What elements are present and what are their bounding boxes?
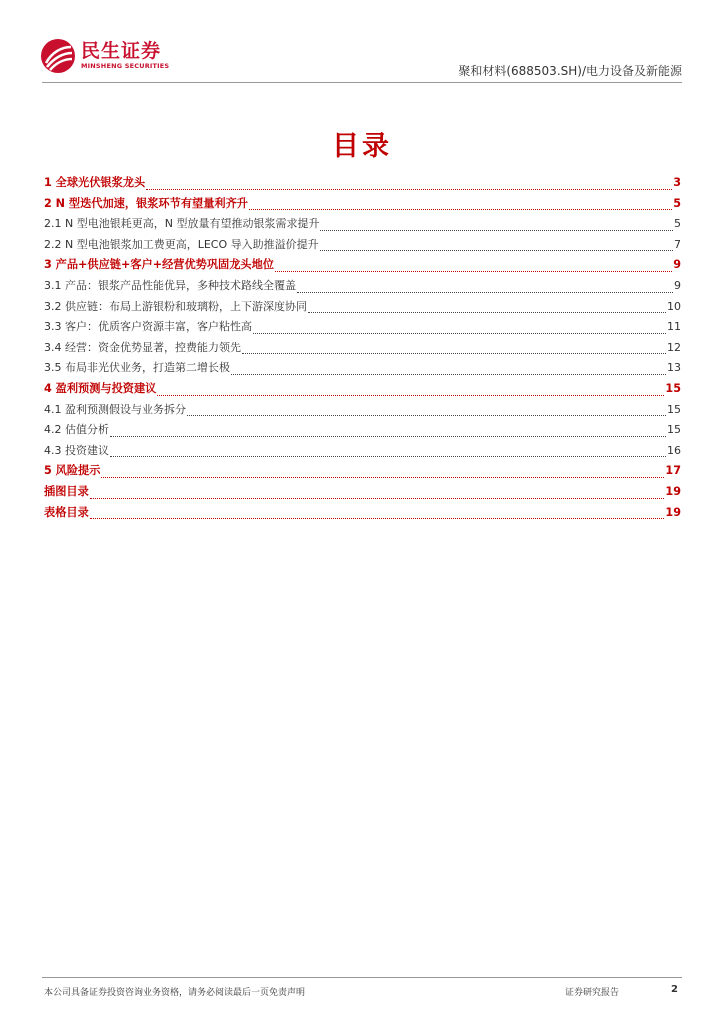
toc-entry-label: 2.1 N 型电池银耗更高，N 型放量有望推动银浆需求提升	[44, 217, 320, 231]
toc-entry[interactable]	[44, 195, 681, 216]
toc-entry[interactable]	[44, 174, 681, 195]
toc-entry-page: 3	[673, 176, 681, 189]
report-subject: 聚和材料(688503.SH)/电力设备及新能源	[458, 64, 682, 78]
toc-entry-page: 10	[667, 299, 681, 313]
toc-title: 目录	[332, 131, 392, 162]
toc-leader-dots	[90, 498, 665, 499]
toc-entry-label: 3.4 经营：资金优势显著，控费能力领先	[44, 340, 241, 354]
toc-entry-label: 4.3 投资建议	[44, 443, 109, 457]
toc-entry-page: 19	[665, 484, 681, 498]
toc-leader-dots	[275, 271, 672, 272]
toc-entry-page: 11	[667, 320, 681, 334]
toc-entry[interactable]	[44, 380, 681, 401]
toc-entry-label: 表格目录	[44, 505, 89, 519]
footer-report-type: 证券研究报告	[565, 988, 620, 998]
toc-entry-label: 3.1 产品：银浆产品性能优异，多种技术路线全覆盖	[44, 278, 296, 292]
logo-english-name: MINSHENG SECURITIES	[81, 62, 170, 70]
toc-leader-dots	[231, 374, 666, 375]
toc-entry-page: 5	[673, 196, 681, 210]
toc-entry-page: 9	[673, 258, 681, 272]
toc-leader-dots	[308, 312, 666, 313]
toc-entry[interactable]	[44, 401, 681, 422]
toc-entry[interactable]	[44, 359, 681, 380]
toc-entry-page: 17	[665, 464, 681, 478]
toc-entry[interactable]	[44, 236, 681, 257]
toc-entry-page: 16	[667, 443, 681, 457]
toc-entry-page: 15	[667, 423, 681, 437]
toc-entry-page: 13	[667, 361, 681, 375]
toc-entry-label: 3.3 客户：优质客户资源丰富，客户粘性高	[44, 320, 252, 334]
toc-entry-label: 3 产品+供应链+客户+经营优势巩固龙头地位	[44, 258, 274, 272]
toc-entry-page: 15	[667, 402, 681, 416]
toc-entry-label: 1 全球光伏银浆龙头	[44, 176, 146, 189]
toc-entry-label: 4.1 盈利预测假设与业务拆分	[44, 402, 186, 416]
toc-entry[interactable]	[44, 256, 681, 277]
toc-entry-label: 插图目录	[44, 484, 89, 498]
footer-disclaimer: 本公司具备证券投资咨询业务资格，请务必阅读最后一页免责声明	[44, 988, 306, 998]
toc-entry[interactable]	[44, 215, 681, 236]
toc-entry-label: 4 盈利预测与投资建议	[44, 381, 157, 395]
toc-leader-dots	[101, 477, 664, 478]
toc-entry-label: 3.5 布局非光伏业务，打造第二增长极	[44, 361, 230, 375]
table-of-contents	[44, 174, 681, 524]
toc-leader-dots	[242, 353, 666, 354]
toc-entry[interactable]	[44, 442, 681, 463]
toc-leader-dots	[249, 209, 672, 210]
toc-entry-label: 5 风险提示	[44, 464, 101, 478]
toc-entry[interactable]	[44, 318, 681, 339]
page-header	[0, 0, 724, 90]
toc-leader-dots	[110, 436, 666, 437]
footer-divider	[42, 977, 682, 978]
toc-entry[interactable]	[44, 504, 681, 525]
toc-entry-page: 15	[665, 381, 681, 395]
toc-entry[interactable]	[44, 421, 681, 442]
toc-entry[interactable]	[44, 483, 681, 504]
header-divider	[42, 82, 682, 83]
toc-leader-dots	[110, 456, 666, 457]
toc-entry-label: 2.2 N 型电池银浆加工费更高，LECO 导入助推溢价提升	[44, 237, 319, 251]
minsheng-logo	[40, 38, 169, 74]
toc-entry-page: 5	[674, 217, 681, 231]
minsheng-logo-icon	[40, 38, 76, 74]
toc-leader-dots	[187, 415, 666, 416]
toc-entry-page: 12	[667, 340, 681, 354]
toc-leader-dots	[297, 292, 673, 293]
toc-leader-dots	[320, 250, 673, 251]
toc-entry-label: 3.2 供应链：布局上游银粉和玻璃粉，上下游深度协同	[44, 299, 307, 313]
logo-chinese-name: 民生证券	[81, 40, 162, 62]
toc-entry-page: 9	[674, 278, 681, 292]
toc-entry-page: 7	[674, 237, 681, 251]
toc-leader-dots	[90, 518, 665, 519]
toc-entry[interactable]	[44, 298, 681, 319]
toc-entry-label: 4.2 估值分析	[44, 423, 109, 437]
toc-entry[interactable]	[44, 277, 681, 298]
toc-leader-dots	[146, 189, 672, 190]
toc-leader-dots	[253, 333, 666, 334]
toc-leader-dots	[157, 395, 664, 396]
toc-entry-page: 19	[665, 505, 681, 519]
toc-entry-label: 2 N 型迭代加速，银浆环节有望量利齐升	[44, 196, 248, 210]
toc-leader-dots	[320, 230, 673, 231]
toc-entry[interactable]	[44, 339, 681, 360]
page-number: 2	[671, 984, 678, 995]
toc-entry[interactable]	[44, 462, 681, 483]
